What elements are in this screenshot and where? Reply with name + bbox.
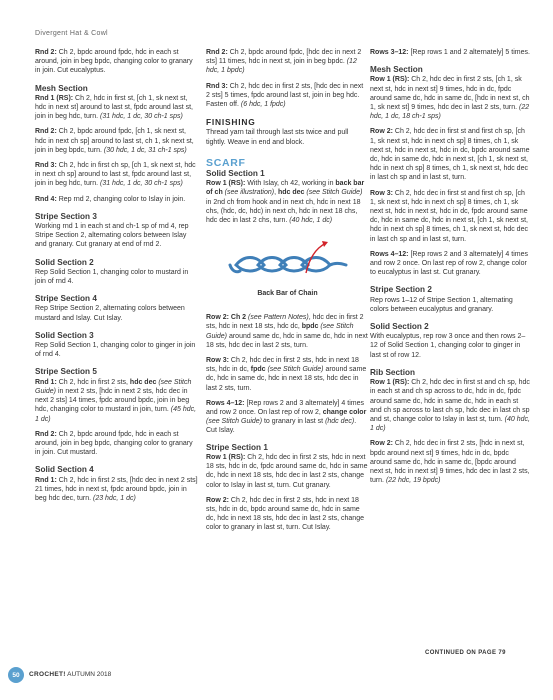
row-label: Row 3: xyxy=(370,189,393,197)
paragraph xyxy=(35,476,198,504)
row-text: Ch 2 xyxy=(228,314,247,322)
row-label: Rows 4–12: xyxy=(206,399,245,407)
stitch-count-note: (6 hdc, 1 fpdc) xyxy=(238,101,286,109)
scarf-heading: SCARF xyxy=(206,156,246,169)
rnd-text: Ch 2, hdc in first st, [ch 1, sk next st, hdc in next st] around to last st, fpdc around last st, join in beg hdc, turn. xyxy=(35,94,193,121)
back-bar-of-chain-illustration xyxy=(206,233,369,303)
section-heading: Stripe Section 4 xyxy=(35,294,97,304)
rnd-label: Rnd 1 (RS): xyxy=(35,94,74,102)
rnd-label: Rnd 3: xyxy=(35,162,57,170)
paragraph xyxy=(206,399,369,436)
stitch-term: back bar of ch xyxy=(206,180,365,197)
row-text: Ch 2, hdc dec in first 2 sts, [hdc in next st, bpdc around next st] 9 times, hdc in dc, bpdc around same dc, hdc in same dc, [bpdc around next st, hdc in next st] 9 times, hdc dec in last 2 sts, turn. xyxy=(370,440,530,485)
paragraph: Rep rows 1–12 of Stripe Section 1, alternating colors between eucalyptus and granary. xyxy=(370,296,513,313)
section-heading: Solid Section 3 xyxy=(35,330,94,340)
section-heading: Stripe Section 2 xyxy=(370,285,432,295)
row-label: Row 2: xyxy=(206,496,229,504)
row-label: Row 2: xyxy=(370,440,393,448)
section-heading: Solid Section 2 xyxy=(370,322,429,332)
section-heading: Mesh Section xyxy=(370,65,423,75)
stitch-count-note: (45 hdc, 1 dc) xyxy=(35,406,197,423)
rnd-label: Rnd 2: xyxy=(35,128,57,136)
paragraph xyxy=(370,48,530,57)
row-label: Row 2: xyxy=(370,128,393,136)
row-text: With Islay, ch 42, working in xyxy=(245,180,336,188)
stitch-count-note: (40 hdc, 1 dc) xyxy=(370,415,530,433)
section-heading: Solid Section 4 xyxy=(35,465,94,475)
paragraph: Thread yarn tail through last sts twice and pull tightly. Weave in end and block. xyxy=(206,129,349,146)
stitch-term: hdc dec xyxy=(277,189,305,197)
row-label: Row 1 (RS): xyxy=(370,379,410,387)
rnd-text: Ch 2, bpdc around fpdc, hdc in each st around, join in beg bpdc, changing color to granary in join. Cut mustard. xyxy=(35,430,193,457)
column-2 xyxy=(206,48,369,539)
stitch-count-note: (30 hdc, 1 dc, 31 ch-1 sps) xyxy=(101,146,187,154)
section-heading: Stripe Section 1 xyxy=(206,442,268,452)
row-text: in 2nd ch from hook and in next ch, hdc in next 18 chs, (hdc, dc, hdc) in next ch, hdc in next 18 chs, hdc dec in last 2 chs, turn. xyxy=(206,198,361,225)
paragraph xyxy=(370,250,530,278)
page-number: 50 xyxy=(8,667,24,683)
paragraph xyxy=(206,453,369,490)
paragraph xyxy=(370,127,530,182)
rnd-label: Rnd 1: xyxy=(35,476,57,484)
paragraph xyxy=(206,179,369,225)
rnd-label: Rnd 1: xyxy=(35,378,57,386)
rnd-text: Rep rnd 2, changing color to Islay in join. xyxy=(56,195,186,203)
paragraph: Rep Solid Section 1, changing color to ginger in join of rnd 4. xyxy=(35,342,196,359)
section-heading: Mesh Section xyxy=(35,83,88,93)
paragraph xyxy=(35,378,198,424)
stitch-count-note: (22 hdc, 1 dc, 18 ch-1 sps) xyxy=(370,104,530,121)
stitch-count-note: (23 hdc, 1 dc) xyxy=(91,494,136,502)
chain-illustration-icon xyxy=(206,233,369,289)
rnd-text: Ch 2, hdc dec in first 2 sts, [hdc dec in next 2 sts] 5 times, fpdc around last st, join in beg hdc. Fasten off. xyxy=(206,82,364,109)
reference-note: (see Pattern Notes) xyxy=(246,314,309,322)
rnd-text: Ch 2, bpdc around fpdc, [hdc dec in next 2 sts] 11 times, hdc in next st, join in beg bpdc. xyxy=(206,49,362,66)
figure-caption: Back Bar of Chain xyxy=(257,290,318,298)
row-label: Row 1 (RS): xyxy=(206,180,246,188)
paragraph xyxy=(35,127,198,155)
running-head: Divergent Hat & Cowl xyxy=(35,30,108,37)
rnd-text: Ch 2, bpdc around fpdc, [ch 1, sk next st, hdc in next ch sp] around to last st, ch 1, sk next st, join in beg bpdc, turn. xyxy=(35,128,194,154)
row-label: Row 3: xyxy=(206,357,229,365)
row-text: Ch 2, hdc dec in first st and ch sp, hdc in each st and ch sp across to dc, hdc in dc, fpdc around same dc, hdc in same dc, hdc in each st and ch sp across to last ch sp, hdc dec in last ch sp and st, change color to Islay in last st, turn. xyxy=(370,379,530,423)
reference-note: (see Stitch Guide) xyxy=(206,323,354,340)
stitch-count-note: (12 hdc, 1 bpdc) xyxy=(206,58,357,75)
section-heading: Stripe Section 3 xyxy=(35,211,97,221)
reference-note: (hdc dec) xyxy=(323,418,355,426)
row-label: Rows 4–12: xyxy=(370,250,409,258)
reference-note: (see Stitch Guide) xyxy=(304,189,363,197)
row-label: Row 1 (RS): xyxy=(206,453,246,461)
rnd-label: Rnd 2: xyxy=(206,49,228,56)
reference-note: (see Stitch Guide) xyxy=(206,418,263,426)
paragraph: With eucalyptus, rep row 3 once and then rows 2–12 of Solid Section 1, changing color to ginger in last st of row 12. xyxy=(370,333,526,359)
row-text: Ch 2, hdc dec in first st and first ch sp, [ch 1, sk next st, hdc in next ch sp] 8 times, ch 1, sk next st, hdc in next st, hdc in dc, fpdc around same dc, hdc in same dc, hdc in next st, [ch 1, sk next st, hdc in next ch sp] 8 times, ch 1, sk next st, hdc dec in last ch sp and in last st, turn. xyxy=(370,189,528,243)
paragraph xyxy=(370,189,530,244)
row-text: Ch 2, hdc dec in first 2 sts, hdc in next 18 sts, hdc in dc, bpdc around same dc, hdc in same dc, hdc in next 18 sts, hdc dec in last 2 sts, change color to granary in last st, turn. Cut Islay. xyxy=(206,496,364,532)
paragraph xyxy=(206,313,369,350)
section-heading: Solid Section 1 xyxy=(206,169,265,179)
rnd-label: Rnd 2: xyxy=(35,49,57,56)
rnd-text: Ch 2, hdc in first ch sp, [ch 1, sk next st, hdc in next ch sp] around to last st, fpdc around last st, join in beg hdc, turn. xyxy=(35,162,196,188)
rnd-text: in next 2 sts, [hdc in next 2 sts, hdc dec in next 2 sts] 14 times, fpdc around bpdc, join in beg hdc, changing color to mustard in join, turn. xyxy=(35,387,190,414)
finishing-heading: FINISHING xyxy=(206,117,256,128)
row-text: , xyxy=(274,189,278,197)
paragraph xyxy=(35,430,198,458)
row-text: around same dc, hdc in same dc, hdc in next 18 sts, hdc dec in last 2 sts, turn. xyxy=(206,332,368,349)
stitch-count-note: (22 hdc, 19 bpdc) xyxy=(384,477,441,485)
row-label: Rows 3–12: xyxy=(370,49,409,56)
stitch-term: hdc dec xyxy=(129,378,157,386)
row-text: Ch 2, hdc dec in first 2 sts, hdc in next 18 sts, hdc in dc, fpdc around same dc, hdc in same dc, hdc in next 18 sts, hdc dec in last 2 sts, change color to Islay in last st, turn. Cut granary. xyxy=(206,453,368,489)
paragraph xyxy=(370,439,530,485)
rnd-text: Ch 2, hdc in first 2 sts, [hdc dec in next 2 sts] 21 times, hdc in next st, fpdc around bpdc, join in beg hdc dec, turn. xyxy=(35,476,198,502)
magazine-name: CROCHET! xyxy=(29,671,66,678)
magazine-footer xyxy=(29,671,111,678)
paragraph: Working rnd 1 in each st and ch-1 sp of rnd 4, rep Stripe Section 2, alternating colors between Islay and granary. Cut granary at end of rnd 2. xyxy=(35,223,189,249)
stitch-count-note: (40 hdc, 1 dc) xyxy=(287,217,333,225)
reference-note: (see Stitch Guide) xyxy=(265,366,324,374)
stitch-count-note: (31 hdc, 1 dc, 30 ch-1 sps) xyxy=(98,180,183,188)
paragraph: Rep Stripe Section 2, alternating colors between mustard and Islay. Cut Islay. xyxy=(35,305,185,322)
row-text: [Rep rows 2 and 3 alternately] 4 times and row 2 once. On last rep of row 2, xyxy=(206,399,364,417)
issue-label: AUTUMN 2018 xyxy=(65,671,112,678)
stitch-term: bpdc xyxy=(301,323,319,331)
column-3 xyxy=(370,48,530,491)
paragraph xyxy=(206,82,369,110)
row-label: Row 1 (RS): xyxy=(370,76,410,84)
rnd-label: Rnd 2: xyxy=(35,430,57,438)
row-text: . Cut Islay. xyxy=(206,418,357,435)
row-text: , hdc dec in first 2 sts, hdc in next 18 sts, hdc dc, xyxy=(206,314,364,331)
row-text: Ch 2, hdc dec in first 2 sts, hdc in next 18 sts, hdc in dc, xyxy=(206,357,359,374)
paragraph: Rep Solid Section 1, changing color to mustard in join of rnd 4. xyxy=(35,268,189,286)
continued-note: CONTINUED ON PAGE 79 xyxy=(425,650,506,656)
row-text: Ch 2, hdc dec in first st and first ch sp, [ch 1, sk next st, hdc in next ch sp] 8 times, ch 1, sk next st, hdc in next st, hdc in dc, bpdc around same dc, hdc in same dc, hdc in next st, [ch 1, sk next st, hdc in next ch sp] 8 times, ch 1, sk next st, hdc dec in last ch sp and in last st, turn. xyxy=(370,128,530,182)
rnd2-text: Ch 2, bpdc around fpdc, hdc in each st around, join in beg bpdc, changing color to granary in join. Cut eucalyptus. xyxy=(35,49,193,75)
row-label: Row 2: xyxy=(206,314,229,322)
stitch-term: fpdc xyxy=(250,366,266,374)
paragraph xyxy=(35,195,198,204)
row-text: [Rep rows 2 and 3 alternately] 4 times and row 2 once. On last rep of row 2, change color to eucalyptus in last st. Cut granary. xyxy=(370,250,528,277)
row-text: around same dc, hdc in same dc, hdc in next 18 sts, hdc dec in last 2 sts, turn. xyxy=(206,366,367,392)
paragraph xyxy=(206,48,369,76)
rnd-text: Ch 2, hdc in first 2 sts, xyxy=(56,378,130,386)
paragraph xyxy=(35,94,198,122)
section-heading: Stripe Section 5 xyxy=(35,367,97,377)
reference-note: (see illustration) xyxy=(222,189,275,197)
row-text: to granary in last st xyxy=(262,418,324,426)
paragraph xyxy=(206,356,369,393)
paragraph xyxy=(206,496,369,533)
paragraph xyxy=(35,161,198,189)
row-text: Ch 2, hdc dec in first 2 sts, [ch 1, sk next st, hdc in next st] 9 times, hdc in dc, fpdc around same dc, hdc in same dc, [hdc in next st, ch 1, sk next st] 9 times, hdc dec in last 2 sts, turn. xyxy=(370,76,530,112)
stitch-count-note: (31 hdc, 1 dc, 30 ch-1 sps) xyxy=(98,113,183,121)
paragraph xyxy=(35,48,198,76)
paragraph xyxy=(370,75,530,121)
section-heading: Rib Section xyxy=(370,367,416,377)
section-heading: Solid Section 2 xyxy=(35,257,94,267)
reference-note: (see Stitch Guide) xyxy=(35,378,192,395)
stitch-term: change color xyxy=(322,409,367,417)
paragraph xyxy=(370,378,530,433)
column-1 xyxy=(35,48,198,509)
row-text: [Rep rows 1 and 2 alternately] 5 times. xyxy=(408,49,530,56)
rnd-label: Rnd 3: xyxy=(206,82,228,90)
rnd-label: Rnd 4: xyxy=(35,195,57,203)
